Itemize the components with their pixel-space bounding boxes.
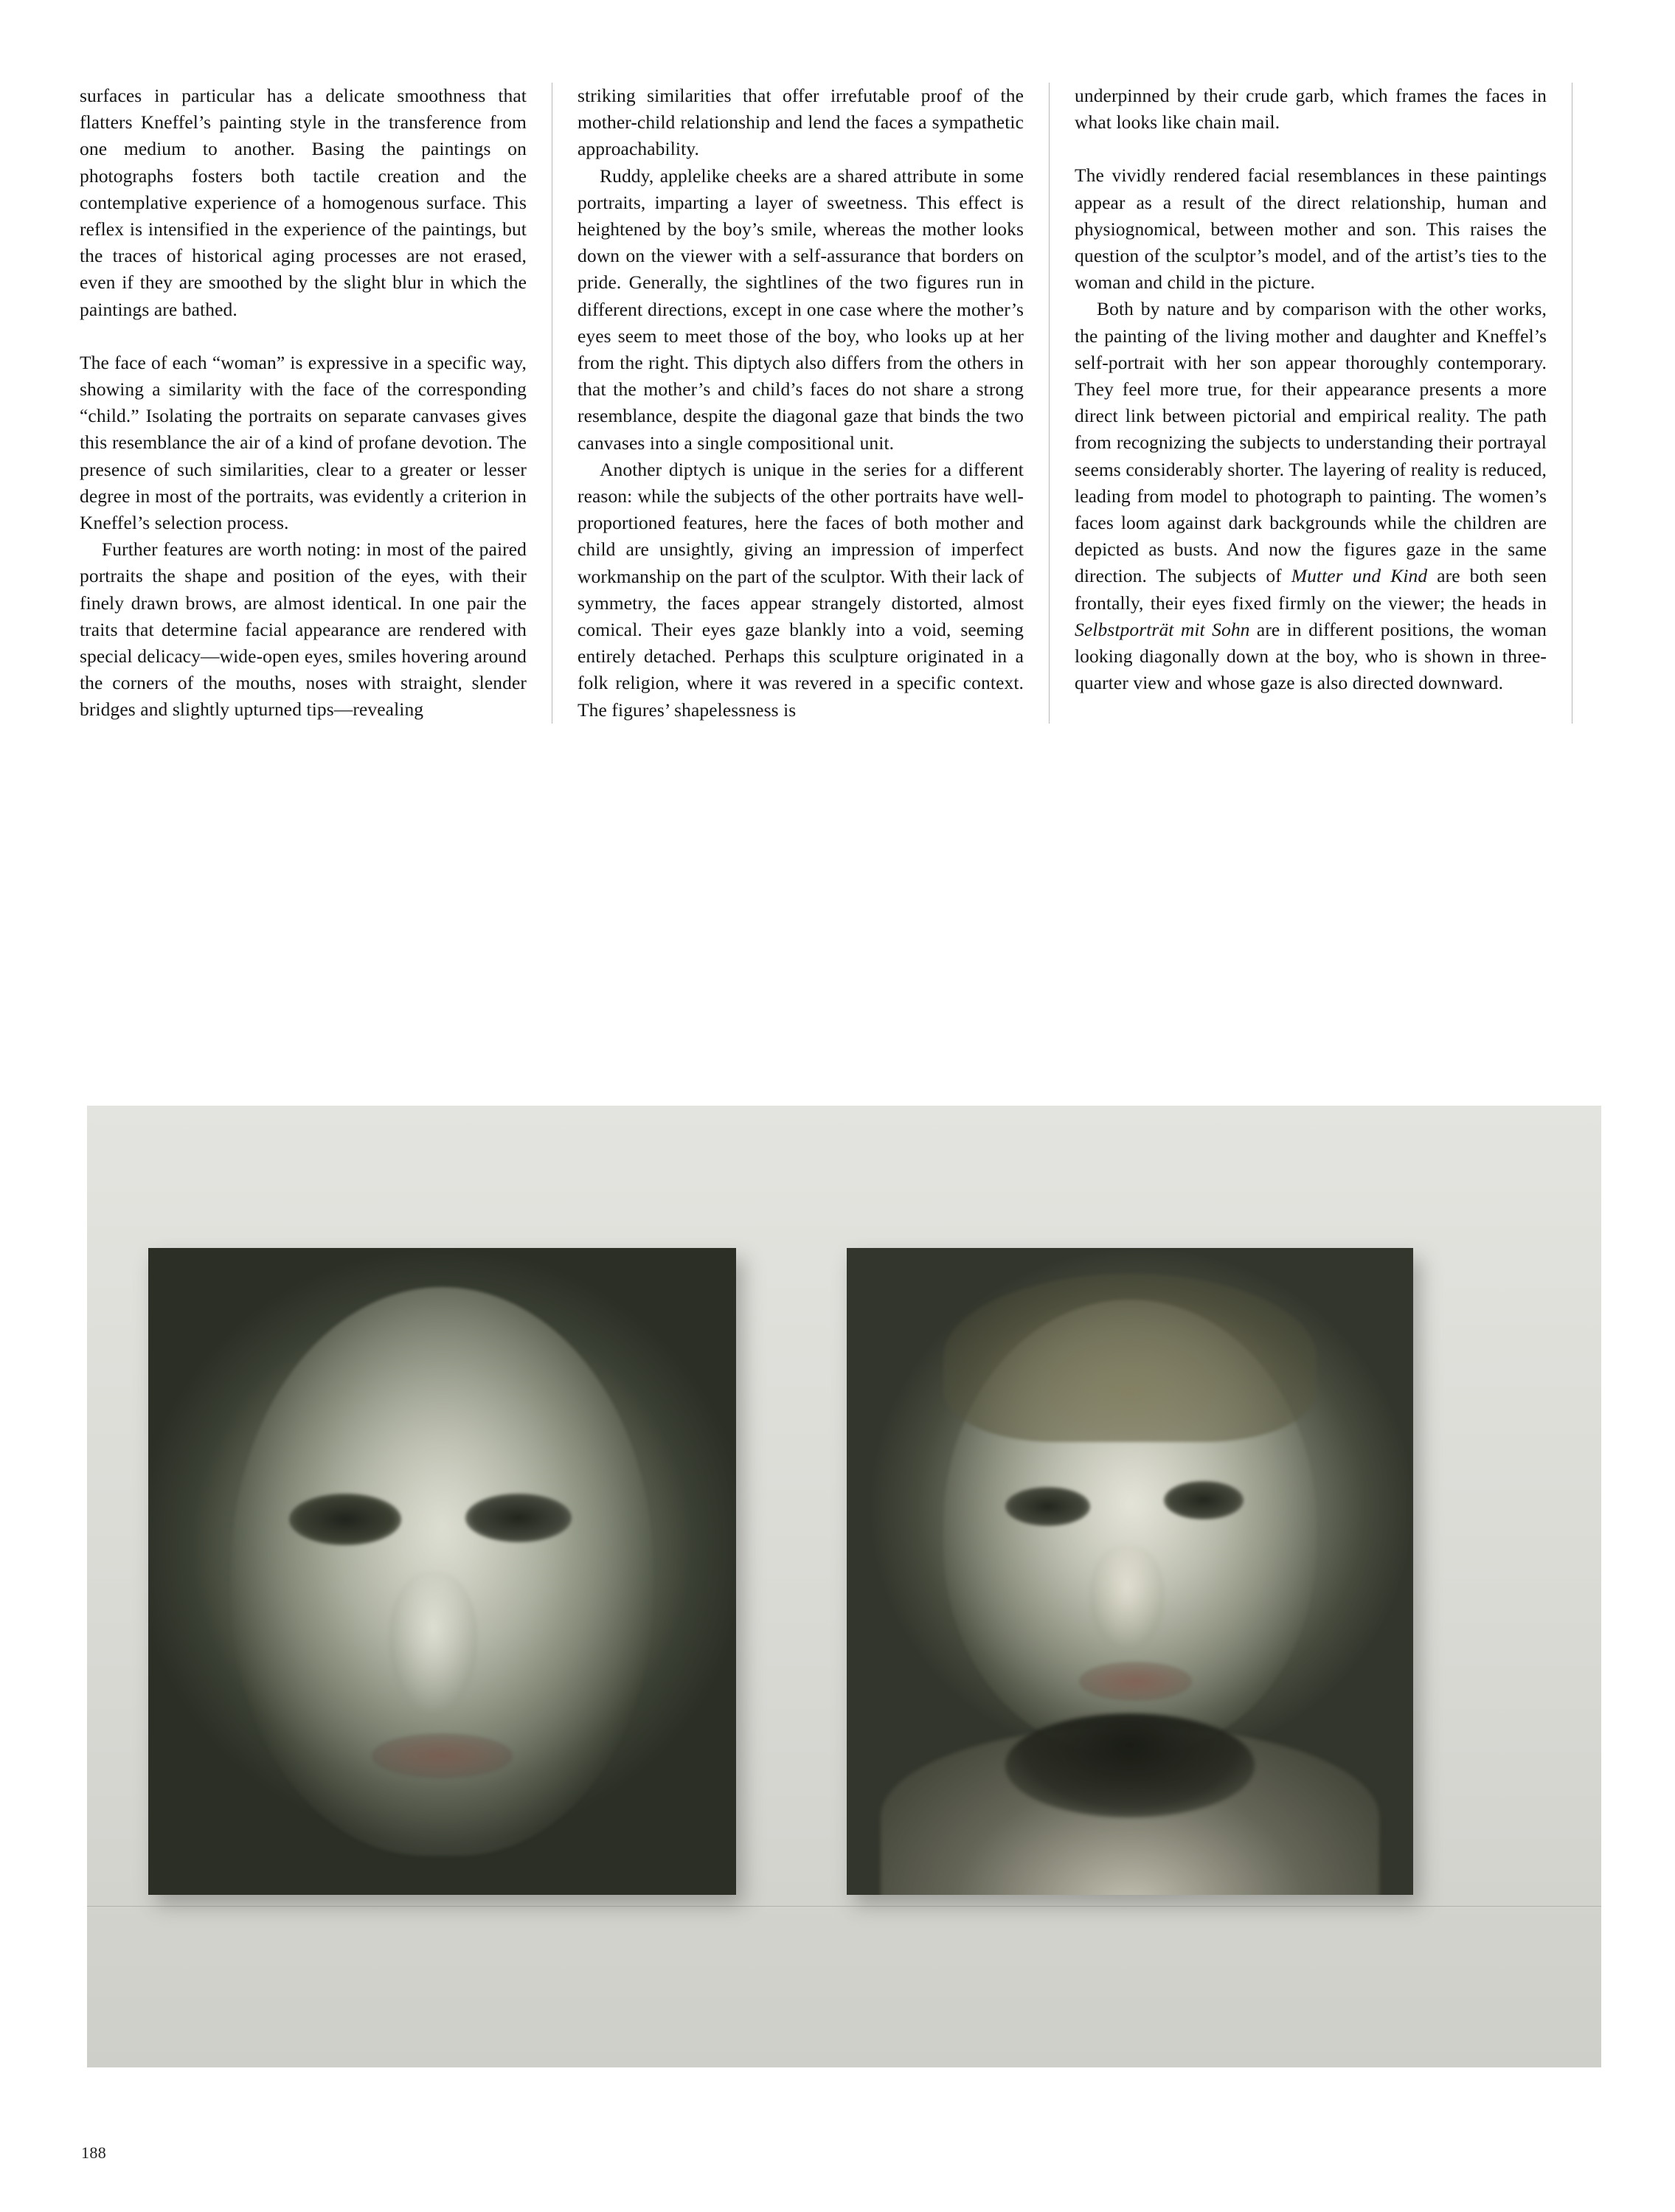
eye-shape	[1005, 1487, 1090, 1526]
nose-shape	[1090, 1545, 1164, 1648]
page-number: 188	[81, 2143, 107, 2162]
eye-shape	[1164, 1481, 1244, 1520]
paragraph: surfaces in particular has a delicate smoothness that flatters Kneffel’s painting style in the transference from one medium to another. Basing the paintings on photographs fosters both tactile creation and the contemplative experience of a homogenous surface. This reflex is intensified in the experience of the paintings, but the traces of historical aging processes are not erased, even if they are smoothed by the slight blur in which the paintings are bathed.	[80, 85, 527, 320]
painting-right-child-bust	[847, 1248, 1413, 1895]
text-columns	[80, 83, 1601, 724]
paragraph: Ruddy, applelike cheeks are a shared attribute in some portraits, imparting a layer of sweetness. This effect is heightened by the boy’s smile, whereas the mother looks down on the viewer with a self-assurance that borders on pride. Generally, the sightlines of the two figures run in different directions, except in one case where the mother’s eyes seem to meet those of the boy, who looks up at her from the right. This diptych also differs from the others in that the mother’s and child’s faces do not share a strong resemblance, despite the diagonal gaze that binds the two canvases into a single compositional unit.	[578, 164, 1024, 454]
paragraph: striking similarities that offer irrefutable proof of the mother-child relationship and lend the faces a sympathetic approachability.	[578, 85, 1024, 160]
text-column-2	[552, 83, 1049, 724]
text-column-1	[80, 83, 552, 724]
paragraph: Another diptych is unique in the series for a different reason: while the subjects of the other portraits have well-proportioned features, here the faces of both mother and child are unsightly, giving an impression of imperfect workmanship on the part of the sculptor. With their lack of symmetry, the faces appear strangely distorted, almost comical. Their eyes gaze blankly into a void, seeming entirely detached. Perhaps this sculpture originated in a folk religion, where it was revered in a specific context. The figures’ shapelessness is	[578, 458, 1024, 721]
paragraph: The face of each “woman” is expressive in a specific way, showing a similarity with the face of the corresponding “child.” Isolating the portraits on separate canvases gives this resemblance the air of a kind of profane devotion. The presence of such similarities, clear to a greater or lesser degree in most of the portraits, was evidently a criterion in Kneffel’s selection process.	[80, 351, 527, 534]
text-column-3	[1049, 83, 1572, 724]
paragraph: Further features are worth noting: in most of the paired portraits the shape and position of the eyes, with their finely drawn brows, are almost identical. In one pair the traits that determine facial appearance are rendered with special delicacy—wide-open eyes, smiles hovering around the corners of the mouths, noses with straight, slender bridges and slightly upturned tips—revealing	[80, 538, 527, 721]
eye-shape	[465, 1494, 571, 1542]
wall-floor-line	[87, 1906, 1601, 1907]
paragraph: The vividly rendered facial resemblances in these paintings appear as a result of the direct relationship, human and physiognomical, between mother and son. This raises the question of the sculptor’s model, and of the artist’s ties to the woman and child in the picture.	[1075, 164, 1547, 294]
mouth-shape	[372, 1733, 513, 1778]
figure-plate	[87, 1106, 1601, 2067]
nose-shape	[389, 1572, 478, 1714]
eye-shape	[289, 1494, 400, 1545]
collar-shape	[1005, 1713, 1255, 1817]
mouth-shape	[1079, 1662, 1193, 1701]
painting-left-woman-head	[148, 1248, 736, 1895]
paragraph: underpinned by their crude garb, which frames the faces in what looks like chain mail.	[1075, 85, 1547, 134]
hair-shape	[943, 1274, 1317, 1442]
paragraph-with-italics: Both by nature and by comparison with the other works, the painting of the living mother and daughter and Kneffel’s self-portrait with her son appear thoroughly contemporary. They feel more true, for their appearance presents a more direct link between pictorial and empirical reality. The path from recognizing the subjects to understanding their portrayal seems considerably shorter. The layering of reality is reduced, leading from model to photograph to painting. The women’s faces loom against dark backgrounds while the children are depicted as busts. And now the figures gaze in the same direction. The subjects of Mutter und Kind are both seen frontally, their eyes fixed firmly on the viewer; the heads in Selbstporträt mit Sohn are in different positions, the woman looking diagonally down at the boy, who is shown in three-quarter view and whose gaze is also directed downward.	[1075, 298, 1547, 694]
